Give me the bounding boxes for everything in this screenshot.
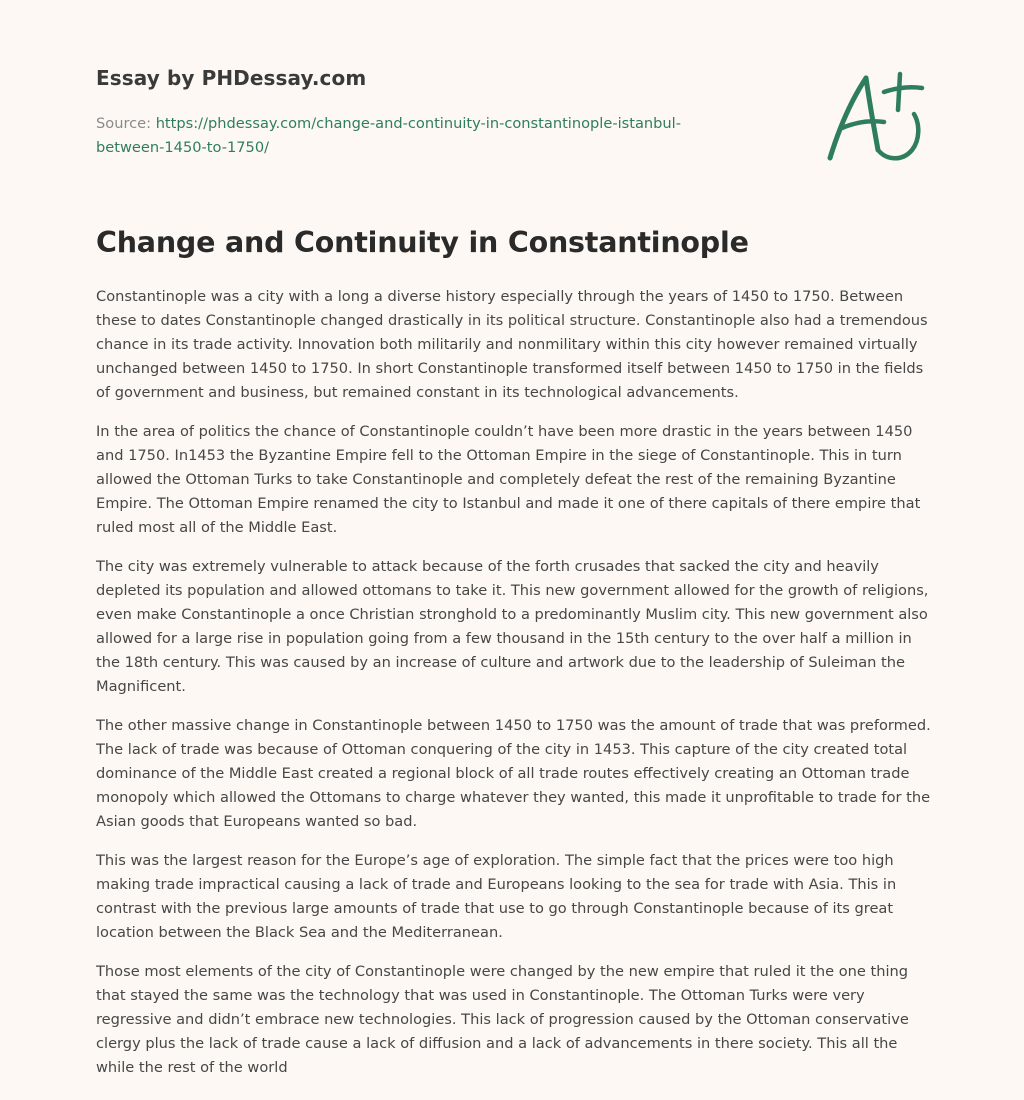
essay-paragraph: Constantinople was a city with a long a diverse history especially through the years of 1450 to 1750. Between these to dates Constantinople changed drastically in its political structure. Constantinople also had a tremendous chance in its trade activity. Innovation both militarily and nonmilitary within this city however remained virtually unchanged between 1450 to 1750. In short Constantinople transformed itself between 1450 to 1750 in the fields of government and business, but remained constant in its technological advancements. (96, 288, 928, 401)
essay-body (96, 285, 932, 1095)
source-link[interactable] (96, 115, 681, 156)
essay-paragraph: The other massive change in Constantinople between 1450 to 1750 was the amount of trade that was preformed. The lack of trade was because of Ottoman conquering of the city in 1453. This capture of the city created total dominance of the Middle East created a regional block of all trade routes effectively creating an Ottoman trade monopoly which allowed the Ottomans to charge whatever they wanted, this made it unprofitable to trade for the Asian goods that Europeans wanted so bad. (96, 717, 931, 830)
site-title: Essay by PHDessay.com (96, 66, 367, 90)
source-label: Source: (96, 115, 156, 132)
essay-title: Change and Continuity in Constantinople (96, 226, 749, 259)
essay-paragraph: The city was extremely vulnerable to attack because of the forth crusades that sacked the city and heavily depleted its population and allowed ottomans to take it. This new government allowed for the growth of religions, even make Constantinople a once Christian stronghold to a predominantly Muslim city. This new government also allowed for a large rise in population going from a few thousand in the 15th century to the over half a million in the 18th century. This was caused by an increase of culture and artwork due to the leadership of Suleiman the Magnificent. (96, 558, 929, 695)
source-line (96, 112, 716, 160)
a-plus-grade-icon (822, 66, 932, 166)
essay-paragraph: In the area of politics the chance of Constantinople couldn’t have been more drastic in the years between 1450 and 1750. In1453 the Byzantine Empire fell to the Ottoman Empire in the siege of Constantinople. This in turn allowed the Ottoman Turks to take Constantinople and completely defeat the rest of the remaining Byzantine Empire. The Ottoman Empire renamed the city to Istanbul and made it one of there capitals of there empire that ruled most all of the Middle East. (96, 423, 921, 536)
source-link-line2: between-1450-to-1750/ (96, 139, 270, 156)
source-link-line1: https://phdessay.com/change-and-continuity-in-constantinople-istanbul- (155, 115, 681, 132)
essay-paragraph: Those most elements of the city of Constantinople were changed by the new empire that ruled it the one thing that stayed the same was the technology that was used in Constantinople. The Ottoman Turks were very regressive and didn’t embrace new technologies. This lack of progression caused by the Ottoman conservative clergy plus the lack of trade cause a lack of diffusion and a lack of advancements in there society. This all the while the rest of the world (96, 963, 909, 1076)
essay-paragraph: This was the largest reason for the Europe’s age of exploration. The simple fact that the prices were too high making trade impractical causing a lack of trade and Europeans looking to the sea for trade with Asia. This in contrast with the previous large amounts of trade that use to go through Constantinople because of its great location between the Black Sea and the Mediterranean. (96, 852, 897, 941)
